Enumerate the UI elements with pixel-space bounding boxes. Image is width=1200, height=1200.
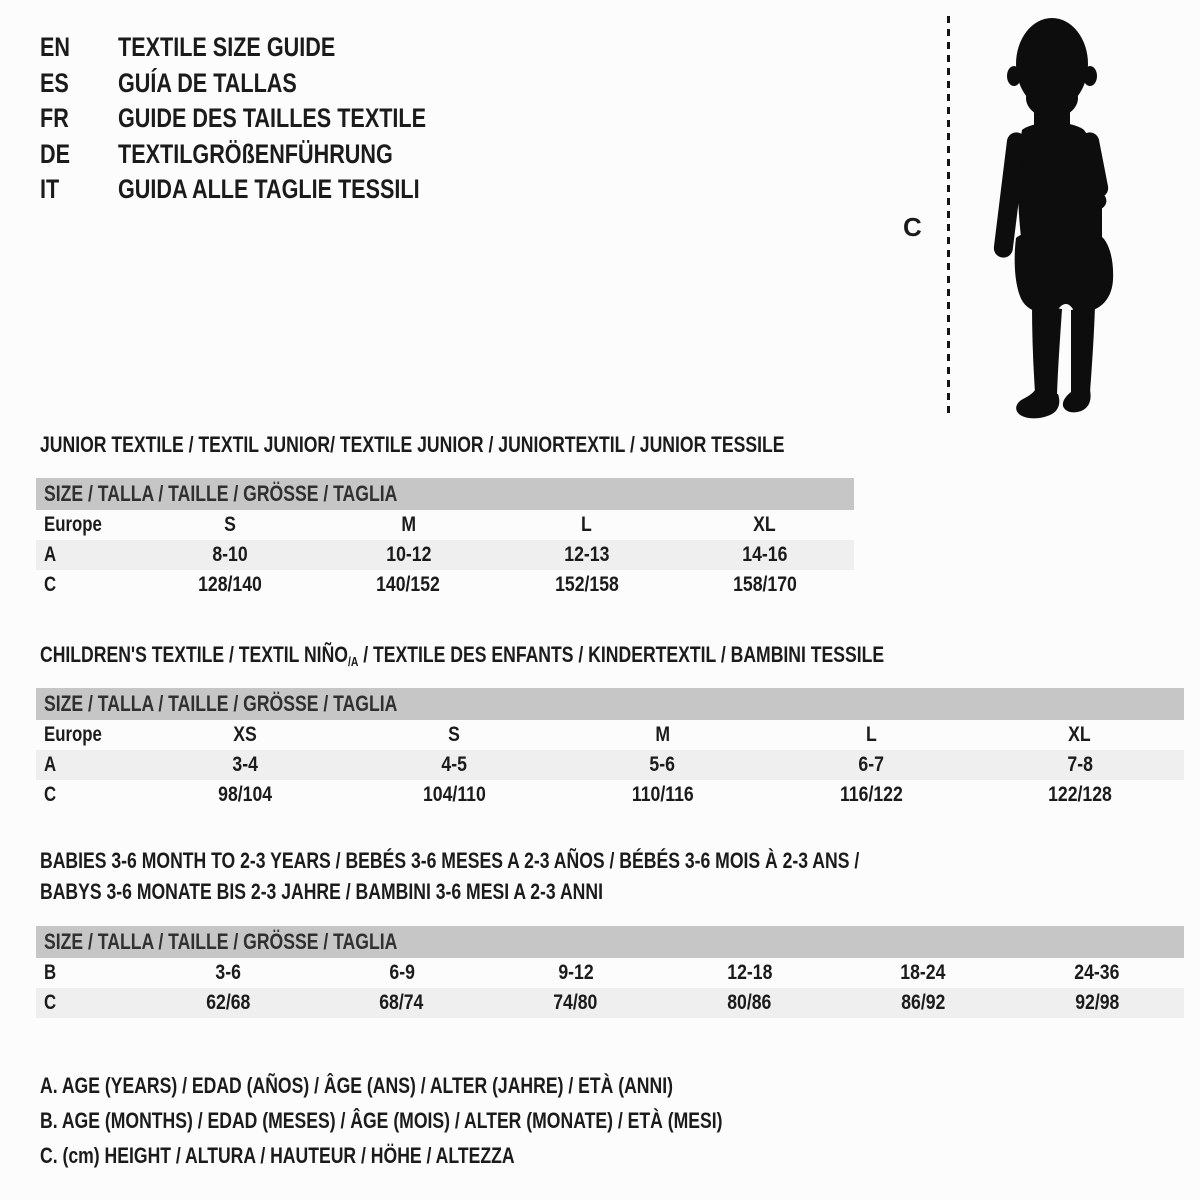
height-cell <box>141 570 319 600</box>
children-section-title-text <box>40 643 884 674</box>
language-code <box>40 68 118 99</box>
age-cell <box>319 540 497 570</box>
age-cell-text: 9-12 <box>557 961 594 984</box>
height-cell <box>836 988 1010 1018</box>
age-cell <box>141 540 319 570</box>
age-cell <box>558 750 767 780</box>
age-cell <box>662 958 836 988</box>
size-cell <box>498 510 676 540</box>
height-cell-text: 92/98 <box>1074 991 1120 1014</box>
height-cell <box>558 780 767 810</box>
age-cell <box>767 750 976 780</box>
size-header-text: SIZE / TALLA / TAILLE / GRÖSSE / TAGLIA <box>44 481 398 506</box>
guide-title-it-text: GUIDA ALLE TAGLIE TESSILI <box>118 174 420 205</box>
height-cell <box>1010 988 1184 1018</box>
babies-title-line1 <box>40 845 1064 876</box>
language-row-de <box>40 137 503 173</box>
language-row-it <box>40 172 503 208</box>
height-cell-text: 68/74 <box>379 991 424 1014</box>
legend-age-years <box>40 1068 893 1103</box>
row-label <box>36 988 141 1018</box>
size-header-bar <box>36 478 854 510</box>
height-cell-text: 152/158 <box>554 573 619 596</box>
age-cell-text: 10-12 <box>385 543 431 566</box>
height-cell <box>767 780 976 810</box>
language-row-en <box>40 30 503 66</box>
size-cell <box>975 720 1184 750</box>
size-cell-text: XL <box>1068 723 1091 746</box>
age-cell <box>315 958 489 988</box>
height-cell <box>662 988 836 1018</box>
height-cell-text: 86/92 <box>901 991 946 1014</box>
age-cell-text: 14-16 <box>742 543 788 566</box>
table-row-height <box>36 780 1184 810</box>
age-cell-text: 5-6 <box>649 753 676 776</box>
babies-title-line2 <box>40 876 1064 907</box>
size-cell <box>141 720 350 750</box>
size-cell <box>767 720 976 750</box>
height-cell-text: 158/170 <box>732 573 797 596</box>
language-row-fr <box>40 101 503 137</box>
babies-title-line1-text: BABIES 3-6 MONTH TO 2-3 YEARS / BEBÉS 3-6 MESES A 2-3 AÑOS / BÉBÉS 3-6 MOIS À 2-3 ANS / <box>40 848 860 873</box>
guide-title-fr <box>118 103 503 134</box>
age-cell-text: 18-24 <box>900 961 946 984</box>
age-cell <box>498 540 676 570</box>
size-cell-text: M <box>401 513 416 536</box>
junior-size-table <box>36 478 854 600</box>
legend-age-months-text: B. AGE (MONTHS) / EDAD (MESES) / ÂGE (MOIS) / ALTER (MONATE) / ETÀ (MESI) <box>40 1108 723 1133</box>
age-cell-text: 3-4 <box>232 753 259 776</box>
age-cell <box>676 540 854 570</box>
age-cell-text: 12-18 <box>726 961 772 984</box>
junior-title-prefix: JUNIOR TEXTILE / TEXTIL JUNIOR/ TEXTILE JUNIOR / JUNIORTEXTIL / JUNIOR TESSILE <box>40 432 785 457</box>
legend-height-cm <box>40 1138 893 1173</box>
size-cell <box>141 510 319 540</box>
size-cell <box>558 720 767 750</box>
guide-title-en <box>118 32 390 63</box>
language-title-list <box>40 30 503 208</box>
table-row-height <box>36 570 854 600</box>
row-label <box>36 510 141 540</box>
height-cell-text: 140/152 <box>376 573 441 596</box>
age-cell <box>350 750 559 780</box>
guide-title-de <box>118 139 462 170</box>
age-cell-text: 24-36 <box>1074 961 1120 984</box>
language-code-text: ES <box>40 67 69 98</box>
height-cell <box>141 780 350 810</box>
size-cell-text: XS <box>233 723 258 746</box>
row-label <box>36 570 141 600</box>
junior-section-title <box>40 433 971 464</box>
legend-age-months <box>40 1103 893 1138</box>
size-cell-text: M <box>655 723 670 746</box>
language-code <box>40 32 118 63</box>
height-measure-label: C <box>903 212 922 242</box>
guide-title-fr-text: GUIDE DES TAILLES TEXTILE <box>118 103 427 134</box>
children-title-sub: /A <box>347 654 359 669</box>
age-cell-text: 4-5 <box>441 753 467 776</box>
age-cell-text: 6-9 <box>388 961 415 984</box>
size-cell-text: XL <box>753 513 777 536</box>
guide-title-es-text: GUÍA DE TALLAS <box>118 67 297 98</box>
height-cell-text: 122/128 <box>1047 783 1112 806</box>
row-label-text: A <box>44 543 57 566</box>
height-cell-text: 110/116 <box>631 783 694 806</box>
legend <box>40 1068 893 1173</box>
legend-age-years-text: A. AGE (YEARS) / EDAD (AÑOS) / ÂGE (ANS) / ALTER (JAHRE) / ETÀ (ANNI) <box>40 1073 673 1098</box>
row-label-text: Europe <box>44 513 102 536</box>
size-cell-text: S <box>224 513 237 536</box>
height-cell <box>315 988 489 1018</box>
children-title-prefix: CHILDREN'S TEXTILE / TEXTIL NIÑO <box>40 642 348 667</box>
row-label <box>36 750 141 780</box>
age-cell <box>1010 958 1184 988</box>
height-cell-text: 80/86 <box>727 991 772 1014</box>
age-cell <box>836 958 1010 988</box>
size-header-text: SIZE / TALLA / TAILLE / GRÖSSE / TAGLIA <box>44 929 398 954</box>
height-cell <box>676 570 854 600</box>
height-cell-text: 128/140 <box>198 573 263 596</box>
age-cell <box>975 750 1184 780</box>
size-header-text: SIZE / TALLA / TAILLE / GRÖSSE / TAGLIA <box>44 691 398 716</box>
row-label-text: C <box>44 573 57 596</box>
size-cell <box>676 510 854 540</box>
height-cell <box>498 570 676 600</box>
babies-section-title <box>40 845 1064 907</box>
height-cell-text: 62/68 <box>205 991 250 1014</box>
size-cell-text: L <box>865 723 877 746</box>
height-cell-text: 104/110 <box>422 783 486 806</box>
height-cell <box>141 988 315 1018</box>
table-row-height <box>36 988 1184 1018</box>
language-code <box>40 174 118 205</box>
legend-height-cm-text: C. (cm) HEIGHT / ALTURA / HAUTEUR / HÖHE / ALTEZZA <box>40 1143 515 1168</box>
language-code-text: FR <box>40 103 69 134</box>
guide-title-en-text: TEXTILE SIZE GUIDE <box>118 32 336 63</box>
guide-title-de-text: TEXTILGRÖßENFÜHRUNG <box>118 138 393 169</box>
language-code <box>40 103 118 134</box>
height-cell-text: 116/122 <box>839 783 903 806</box>
row-label <box>36 540 141 570</box>
table-row-europe <box>36 720 1184 750</box>
size-cell <box>319 510 497 540</box>
age-cell <box>141 958 315 988</box>
row-label <box>36 720 141 750</box>
children-section-title <box>40 643 1095 674</box>
junior-section-title-text <box>40 433 785 464</box>
size-cell-text: L <box>581 513 593 536</box>
age-cell <box>489 958 663 988</box>
table-row-age <box>36 750 1184 780</box>
row-label-text: C <box>44 783 57 806</box>
age-cell-text: 3-6 <box>215 961 241 984</box>
row-label <box>36 780 141 810</box>
table-row-age <box>36 540 854 570</box>
height-cell <box>489 988 663 1018</box>
age-cell-text: 7-8 <box>1066 753 1093 776</box>
age-cell-text: 8-10 <box>212 543 248 566</box>
table-row-age-months <box>36 958 1184 988</box>
height-cell-text: 98/104 <box>218 783 273 806</box>
size-cell-text: S <box>447 723 460 746</box>
row-label <box>36 958 141 988</box>
row-label-text: Europe <box>44 723 102 746</box>
table-row-europe <box>36 510 854 540</box>
age-cell <box>141 750 350 780</box>
children-size-table <box>36 688 1184 810</box>
language-code <box>40 139 118 170</box>
row-label-text: C <box>44 991 57 1014</box>
height-cell <box>319 570 497 600</box>
height-cell <box>350 780 559 810</box>
size-header-bar <box>36 926 1184 958</box>
babies-title-line2-text: BABYS 3-6 MONATE BIS 2-3 JAHRE / BAMBINI 3-6 MESI A 2-3 ANNI <box>40 879 603 904</box>
toddler-silhouette-icon <box>972 14 1138 420</box>
height-cell <box>975 780 1184 810</box>
language-code-text: EN <box>40 32 71 63</box>
size-header-bar <box>36 688 1184 720</box>
babies-size-table <box>36 926 1184 1018</box>
children-title-suffix: / TEXTILE DES ENFANTS / KINDERTEXTIL / BAMBINI TESSILE <box>358 642 885 667</box>
height-dashed-line <box>947 16 950 418</box>
language-code-text: DE <box>40 138 71 169</box>
row-label-text: B <box>44 961 57 984</box>
age-cell-text: 6-7 <box>858 753 884 776</box>
row-label-text: A <box>44 753 57 776</box>
guide-title-es <box>118 68 342 99</box>
height-cell-text: 74/80 <box>553 991 598 1014</box>
size-cell <box>350 720 559 750</box>
language-row-es <box>40 66 503 102</box>
age-cell-text: 12-13 <box>564 543 610 566</box>
guide-title-it <box>118 174 495 205</box>
language-code-text: IT <box>40 174 60 205</box>
